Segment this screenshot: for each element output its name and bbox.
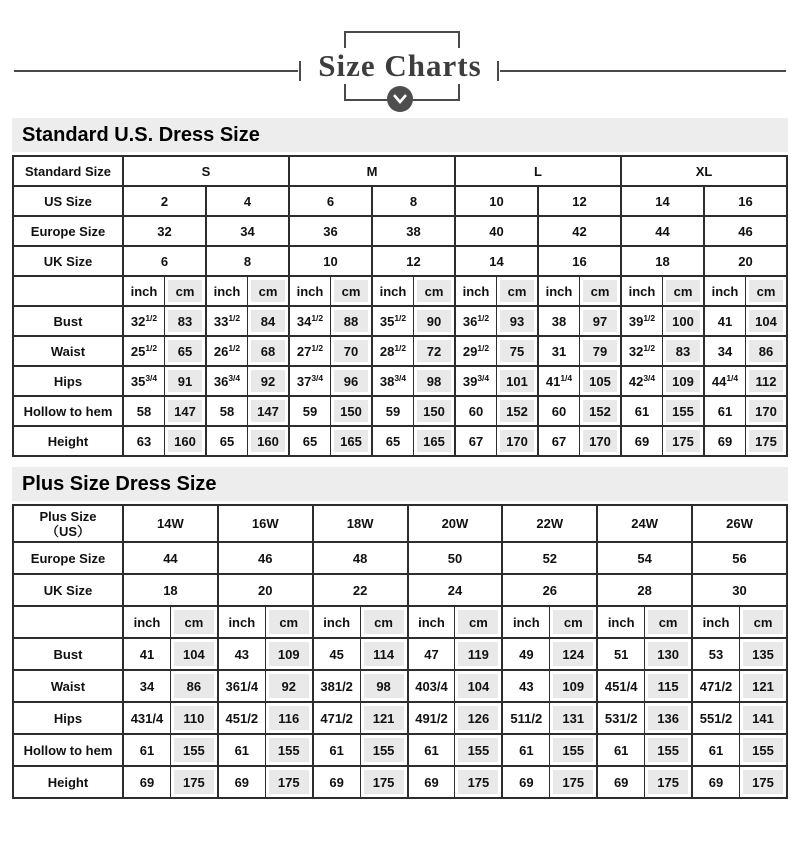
cm-value-cell: 98 (360, 670, 407, 702)
inch-value-cell: 51 (597, 638, 644, 670)
unit-header-cm: cm (455, 606, 502, 638)
cm-value-cell: 175 (455, 766, 502, 798)
size-group-header: 16W (218, 505, 313, 542)
row-label: Height (13, 426, 123, 456)
inch-value-cell: $41^{1/4}$ (538, 366, 580, 396)
inch-value-cell: 451/2 (218, 702, 265, 734)
inch-value-cell: $29^{1/2}$ (455, 336, 497, 366)
inch-value-cell: 361/4 (218, 670, 265, 702)
inch-value-cell: 60 (455, 396, 497, 426)
row-label: Europe Size (13, 216, 123, 246)
size-value-cell: 48 (313, 542, 408, 574)
inch-value-cell: $27^{1/2}$ (289, 336, 331, 366)
unit-header-cm: cm (360, 606, 407, 638)
unit-header-cm: cm (739, 606, 787, 638)
table-row (13, 702, 787, 734)
empty-corner-cell (13, 606, 123, 638)
cm-value-cell: 88 (331, 306, 373, 336)
size-value-cell: 44 (123, 542, 218, 574)
cm-value-cell: 155 (550, 734, 597, 766)
size-value-cell: 12 (538, 186, 621, 216)
unit-header-cm: cm (645, 606, 692, 638)
cm-value-cell: 131 (550, 702, 597, 734)
row-label: US Size (13, 186, 123, 216)
cm-value-cell: 116 (265, 702, 312, 734)
inch-value-cell: 65 (289, 426, 331, 456)
cm-value-cell: 97 (580, 306, 622, 336)
chevron-down-icon (387, 86, 413, 112)
cm-value-cell: 101 (497, 366, 539, 396)
cm-value-cell: 83 (165, 306, 207, 336)
row-label: Hollow to hem (13, 734, 123, 766)
size-value-cell: 14 (455, 246, 538, 276)
cm-value-cell: 92 (265, 670, 312, 702)
size-value-cell: 38 (372, 216, 455, 246)
size-group-header: 14W (123, 505, 218, 542)
inch-value-cell: $33^{1/2}$ (206, 306, 248, 336)
table-row (13, 574, 787, 606)
size-value-cell: 16 (538, 246, 621, 276)
inch-value-cell: 431/4 (123, 702, 170, 734)
size-group-header: XL (621, 156, 787, 186)
table-row (13, 638, 787, 670)
cm-value-cell: 147 (165, 396, 207, 426)
unit-header-cm: cm (550, 606, 597, 638)
unit-header-inch: inch (372, 276, 414, 306)
size-value-cell: 44 (621, 216, 704, 246)
fraction-superscript: 3/4 (477, 373, 490, 383)
inch-value-cell: 471/2 (313, 702, 360, 734)
row-label: UK Size (13, 246, 123, 276)
cm-value-cell: 79 (580, 336, 622, 366)
unit-header-cm: cm (248, 276, 290, 306)
table-row (13, 216, 787, 246)
section-title-plus: Plus Size Dress Size (12, 467, 788, 501)
cm-value-cell: 104 (455, 670, 502, 702)
fraction-superscript: 1/2 (477, 313, 490, 323)
table-row (13, 766, 787, 798)
cm-value-cell: 152 (580, 396, 622, 426)
size-value-cell: 56 (692, 542, 787, 574)
inch-value-cell: 43 (502, 670, 549, 702)
cm-value-cell: 130 (645, 638, 692, 670)
inch-value-cell: $25^{1/2}$ (123, 336, 165, 366)
cm-value-cell: 109 (550, 670, 597, 702)
size-group-header: 24W (597, 505, 692, 542)
cm-value-cell: 86 (170, 670, 217, 702)
fraction-superscript: 1/2 (228, 313, 241, 323)
cm-value-cell: 155 (663, 396, 705, 426)
size-value-cell: 14 (621, 186, 704, 216)
cm-value-cell: 104 (170, 638, 217, 670)
cm-value-cell: 155 (170, 734, 217, 766)
cm-value-cell: 155 (645, 734, 692, 766)
fraction-superscript: 1/2 (311, 343, 324, 353)
size-group-header: 18W (313, 505, 408, 542)
inch-value-cell: $32^{1/2}$ (123, 306, 165, 336)
size-group-header: 20W (408, 505, 503, 542)
inch-value-cell: $44^{1/4}$ (704, 366, 746, 396)
size-value-cell: 34 (206, 216, 289, 246)
size-value-cell: 46 (704, 216, 787, 246)
cm-value-cell: 136 (645, 702, 692, 734)
cm-value-cell: 150 (414, 396, 456, 426)
unit-header-cm: cm (165, 276, 207, 306)
row-label: Bust (13, 306, 123, 336)
unit-header-inch: inch (704, 276, 746, 306)
inch-value-cell: 403/4 (408, 670, 455, 702)
unit-header-inch: inch (123, 276, 165, 306)
cm-value-cell: 175 (170, 766, 217, 798)
inch-value-cell: 69 (502, 766, 549, 798)
unit-header-inch: inch (538, 276, 580, 306)
cm-value-cell: 90 (414, 306, 456, 336)
unit-header-inch: inch (218, 606, 265, 638)
table-row (13, 246, 787, 276)
size-value-cell: 40 (455, 216, 538, 246)
cm-value-cell: 141 (739, 702, 787, 734)
inch-value-cell: 53 (692, 638, 739, 670)
table-row (13, 606, 787, 638)
row-label: Bust (13, 638, 123, 670)
fraction-superscript: 3/4 (394, 373, 407, 383)
inch-value-cell: 471/2 (692, 670, 739, 702)
cm-value-cell: 105 (580, 366, 622, 396)
cm-value-cell: 155 (739, 734, 787, 766)
cm-value-cell: 170 (746, 396, 788, 426)
inch-value-cell: 61 (313, 734, 360, 766)
cm-value-cell: 150 (331, 396, 373, 426)
inch-value-cell: $36^{3/4}$ (206, 366, 248, 396)
cm-value-cell: 109 (663, 366, 705, 396)
cm-value-cell: 165 (414, 426, 456, 456)
table-row (13, 276, 787, 306)
inch-value-cell: $36^{1/2}$ (455, 306, 497, 336)
cm-value-cell: 112 (746, 366, 788, 396)
fraction-superscript: 3/4 (311, 373, 324, 383)
unit-header-inch: inch (289, 276, 331, 306)
inch-value-cell: 67 (455, 426, 497, 456)
table-row (13, 426, 787, 456)
cm-value-cell: 175 (550, 766, 597, 798)
divider-line-right (500, 70, 786, 72)
unit-header-inch: inch (123, 606, 170, 638)
inch-value-cell: 61 (123, 734, 170, 766)
table-row (13, 396, 787, 426)
fraction-superscript: 1/2 (145, 343, 158, 353)
inch-value-cell: $42^{3/4}$ (621, 366, 663, 396)
cm-value-cell: 160 (248, 426, 290, 456)
cm-value-cell: 93 (497, 306, 539, 336)
corner-label: Standard Size (13, 156, 123, 186)
cm-value-cell: 68 (248, 336, 290, 366)
divider-end-tick-right (497, 61, 499, 81)
size-value-cell: 24 (408, 574, 503, 606)
fraction-superscript: 3/4 (228, 373, 241, 383)
cm-value-cell: 110 (170, 702, 217, 734)
inch-value-cell: $39^{1/2}$ (621, 306, 663, 336)
cm-value-cell: 165 (331, 426, 373, 456)
inch-value-cell: 47 (408, 638, 455, 670)
row-label: Europe Size (13, 542, 123, 574)
section-spacer (0, 457, 800, 467)
inch-value-cell: $39^{3/4}$ (455, 366, 497, 396)
size-value-cell: 2 (123, 186, 206, 216)
cm-value-cell: 115 (645, 670, 692, 702)
inch-value-cell: 58 (206, 396, 248, 426)
unit-header-cm: cm (414, 276, 456, 306)
cm-value-cell: 75 (497, 336, 539, 366)
size-group-header: L (455, 156, 621, 186)
table-row (13, 156, 787, 186)
fraction-superscript: 1/2 (643, 343, 656, 353)
inch-value-cell: 59 (289, 396, 331, 426)
table-row (13, 734, 787, 766)
size-value-cell: 42 (538, 216, 621, 246)
fraction-superscript: 1/2 (477, 343, 490, 353)
fraction-superscript: 1/2 (394, 313, 407, 323)
unit-header-cm: cm (663, 276, 705, 306)
inch-value-cell: $34^{1/2}$ (289, 306, 331, 336)
size-value-cell: 12 (372, 246, 455, 276)
fraction-superscript: 3/4 (145, 373, 158, 383)
inch-value-cell: 61 (218, 734, 265, 766)
cm-value-cell: 121 (739, 670, 787, 702)
inch-value-cell: $37^{3/4}$ (289, 366, 331, 396)
cm-value-cell: 83 (663, 336, 705, 366)
size-value-cell: 6 (123, 246, 206, 276)
fraction-superscript: 1/2 (643, 313, 656, 323)
inch-value-cell: 551/2 (692, 702, 739, 734)
inch-value-cell: 61 (692, 734, 739, 766)
cm-value-cell: 147 (248, 396, 290, 426)
inch-value-cell: 69 (704, 426, 746, 456)
inch-value-cell: 34 (704, 336, 746, 366)
size-value-cell: 10 (289, 246, 372, 276)
fraction-superscript: 1/2 (228, 343, 241, 353)
cm-value-cell: 91 (165, 366, 207, 396)
unit-header-cm: cm (331, 276, 373, 306)
cm-value-cell: 175 (739, 766, 787, 798)
size-group-header: 22W (502, 505, 597, 542)
inch-value-cell: 61 (502, 734, 549, 766)
inch-value-cell: 63 (123, 426, 165, 456)
unit-header-inch: inch (206, 276, 248, 306)
corner-label: Plus Size （US） (13, 505, 123, 542)
inch-value-cell: 31 (538, 336, 580, 366)
unit-header-inch: inch (692, 606, 739, 638)
size-value-cell: 36 (289, 216, 372, 246)
inch-value-cell: 41 (123, 638, 170, 670)
size-value-cell: 18 (621, 246, 704, 276)
inch-value-cell: 451/4 (597, 670, 644, 702)
inch-value-cell: 69 (621, 426, 663, 456)
unit-header-cm: cm (170, 606, 217, 638)
size-group-header: 26W (692, 505, 787, 542)
fraction-superscript: 1/2 (394, 343, 407, 353)
table-row (13, 505, 787, 542)
table-row (13, 366, 787, 396)
size-value-cell: 18 (123, 574, 218, 606)
inch-value-cell: 511/2 (502, 702, 549, 734)
row-label: Waist (13, 670, 123, 702)
cm-value-cell: 98 (414, 366, 456, 396)
size-value-cell: 20 (218, 574, 313, 606)
fraction-superscript: 1/2 (311, 313, 324, 323)
unit-header-cm: cm (746, 276, 788, 306)
size-value-cell: 10 (455, 186, 538, 216)
page-title: Size Charts (318, 48, 482, 83)
size-group-header: M (289, 156, 455, 186)
inch-value-cell: 34 (123, 670, 170, 702)
standard-size-table (12, 155, 788, 457)
inch-value-cell: 58 (123, 396, 165, 426)
inch-value-cell: 45 (313, 638, 360, 670)
inch-value-cell: 491/2 (408, 702, 455, 734)
cm-value-cell: 114 (360, 638, 407, 670)
inch-value-cell: 69 (597, 766, 644, 798)
unit-header-inch: inch (455, 276, 497, 306)
plus-size-table (12, 504, 788, 799)
size-value-cell: 8 (206, 246, 289, 276)
size-value-cell: 52 (502, 542, 597, 574)
inch-value-cell: 61 (621, 396, 663, 426)
inch-value-cell: 61 (408, 734, 455, 766)
cm-value-cell: 100 (663, 306, 705, 336)
inch-value-cell: 69 (408, 766, 455, 798)
size-value-cell: 30 (692, 574, 787, 606)
inch-value-cell: $38^{3/4}$ (372, 366, 414, 396)
cm-value-cell: 104 (746, 306, 788, 336)
inch-value-cell: 531/2 (597, 702, 644, 734)
table-row (13, 186, 787, 216)
unit-header-inch: inch (621, 276, 663, 306)
table-row (13, 336, 787, 366)
cm-value-cell: 70 (331, 336, 373, 366)
cm-value-cell: 72 (414, 336, 456, 366)
table-row (13, 306, 787, 336)
cm-value-cell: 135 (739, 638, 787, 670)
cm-value-cell: 96 (331, 366, 373, 396)
cm-value-cell: 175 (663, 426, 705, 456)
size-value-cell: 26 (502, 574, 597, 606)
row-label: Hollow to hem (13, 396, 123, 426)
inch-value-cell: 65 (206, 426, 248, 456)
unit-header-cm: cm (497, 276, 539, 306)
cm-value-cell: 84 (248, 306, 290, 336)
cm-value-cell: 155 (455, 734, 502, 766)
inch-value-cell: 69 (123, 766, 170, 798)
inch-value-cell: 60 (538, 396, 580, 426)
size-charts-header (0, 0, 800, 118)
size-group-header: S (123, 156, 289, 186)
inch-value-cell: 69 (218, 766, 265, 798)
cm-value-cell: 170 (580, 426, 622, 456)
cm-value-cell: 160 (165, 426, 207, 456)
fraction-superscript: 3/4 (643, 373, 656, 383)
inch-value-cell: $28^{1/2}$ (372, 336, 414, 366)
cm-value-cell: 92 (248, 366, 290, 396)
row-label: Hips (13, 366, 123, 396)
row-label: Height (13, 766, 123, 798)
size-value-cell: 20 (704, 246, 787, 276)
cm-value-cell: 155 (265, 734, 312, 766)
table-row (13, 542, 787, 574)
cm-value-cell: 119 (455, 638, 502, 670)
cm-value-cell: 126 (455, 702, 502, 734)
unit-header-cm: cm (265, 606, 312, 638)
cm-value-cell: 65 (165, 336, 207, 366)
cm-value-cell: 86 (746, 336, 788, 366)
inch-value-cell: $32^{1/2}$ (621, 336, 663, 366)
cm-value-cell: 152 (497, 396, 539, 426)
fraction-superscript: 1/4 (560, 373, 573, 383)
inch-value-cell: 43 (218, 638, 265, 670)
fraction-superscript: 1/4 (726, 373, 739, 383)
inch-value-cell: $35^{1/2}$ (372, 306, 414, 336)
section-title-standard: Standard U.S. Dress Size (12, 118, 788, 152)
cm-value-cell: 175 (746, 426, 788, 456)
inch-value-cell: 61 (597, 734, 644, 766)
title-bracket-top (344, 31, 460, 48)
row-label: UK Size (13, 574, 123, 606)
size-value-cell: 32 (123, 216, 206, 246)
row-label: Waist (13, 336, 123, 366)
size-value-cell: 16 (704, 186, 787, 216)
unit-header-inch: inch (313, 606, 360, 638)
table-row (13, 670, 787, 702)
inch-value-cell: 67 (538, 426, 580, 456)
cm-value-cell: 124 (550, 638, 597, 670)
unit-header-inch: inch (502, 606, 549, 638)
unit-header-inch: inch (597, 606, 644, 638)
unit-header-inch: inch (408, 606, 455, 638)
inch-value-cell: 69 (313, 766, 360, 798)
size-value-cell: 6 (289, 186, 372, 216)
inch-value-cell: 69 (692, 766, 739, 798)
cm-value-cell: 109 (265, 638, 312, 670)
size-value-cell: 50 (408, 542, 503, 574)
inch-value-cell: $35^{3/4}$ (123, 366, 165, 396)
inch-value-cell: 41 (704, 306, 746, 336)
size-value-cell: 28 (597, 574, 692, 606)
size-value-cell: 4 (206, 186, 289, 216)
cm-value-cell: 175 (645, 766, 692, 798)
cm-value-cell: 170 (497, 426, 539, 456)
size-value-cell: 54 (597, 542, 692, 574)
size-value-cell: 22 (313, 574, 408, 606)
cm-value-cell: 175 (360, 766, 407, 798)
cm-value-cell: 175 (265, 766, 312, 798)
inch-value-cell: 381/2 (313, 670, 360, 702)
cm-value-cell: 155 (360, 734, 407, 766)
inch-value-cell: $26^{1/2}$ (206, 336, 248, 366)
size-value-cell: 46 (218, 542, 313, 574)
inch-value-cell: 61 (704, 396, 746, 426)
row-label: Hips (13, 702, 123, 734)
inch-value-cell: 59 (372, 396, 414, 426)
unit-header-cm: cm (580, 276, 622, 306)
inch-value-cell: 38 (538, 306, 580, 336)
size-value-cell: 8 (372, 186, 455, 216)
empty-corner-cell (13, 276, 123, 306)
fraction-superscript: 1/2 (145, 313, 158, 323)
inch-value-cell: 65 (372, 426, 414, 456)
cm-value-cell: 121 (360, 702, 407, 734)
inch-value-cell: 49 (502, 638, 549, 670)
